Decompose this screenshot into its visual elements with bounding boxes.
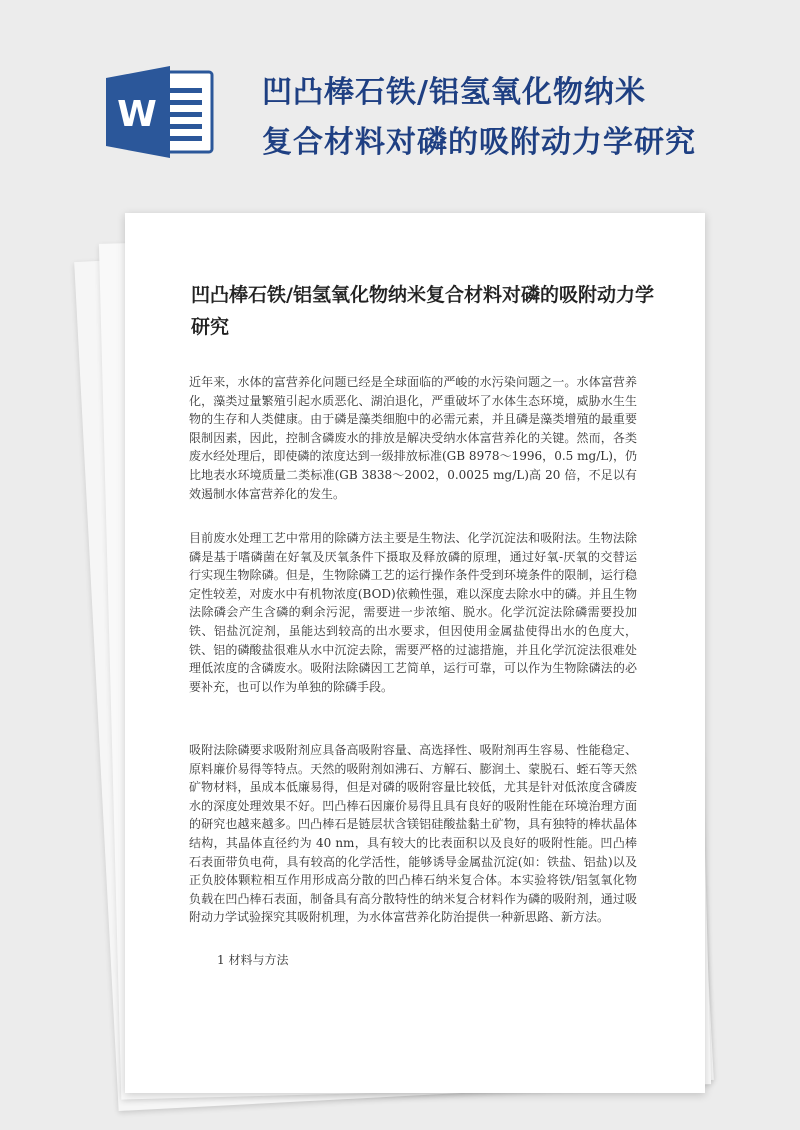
document-page	[125, 213, 705, 1093]
page-title-line-2: 复合材料对磷的吸附动力学研究	[262, 125, 696, 160]
word-document-icon	[106, 64, 218, 160]
paragraph-2: 目前废水处理工艺中常用的除磷方法主要是生物法、化学沉淀法和吸附法。生物法除磷是基于嗜磷菌在好氧及厌氧条件下摄取及释放磷的原理，通过好氧-厌氧的交替运行实现生物除磷。但是，生物除磷工艺的运行操作条件受到环境条件的限制，运行稳定性较差，对废水中有机物浓度(BOD)依赖性强，难以深度去除水中的磷。并且生物法除磷会产生含磷的剩余污泥，需要进一步浓缩、脱水。化学沉淀法除磷需要投加铁、铝盐沉淀剂，虽能达到较高的出水要求，但因使用金属盐使得出水的色度大，铁、铝的磷酸盐很难从水中沉淀去除，需要严格的过滤措施，并且化学沉淀法很难处理低浓度的含磷废水。吸附法除磷因工艺简单，运行可靠，可以作为生物除磷法的必要补充，也可以作为单独的除磷手段。	[189, 531, 637, 694]
document-title: 凹凸棒石铁/铝氢氧化物纳米复合材料对磷的吸附动力学研究	[191, 284, 654, 338]
word-letter: W	[117, 94, 157, 135]
paragraph-1: 近年来，水体的富营养化问题已经是全球面临的严峻的水污染问题之一。水体富营养化，藻类过量繁殖引起水质恶化、湖泊退化，严重破坏了水体生态环境，威胁水生生物的生存和人类健康。由于磷是藻类细胞中的必需元素，并且磷是藻类增殖的最重要限制因素，因此，控制含磷废水的排放是解决受纳水体富营养化的关键。然而，各类废水经处理后，即使磷的浓度达到一级排放标准(GB 8978～1996，0.5 mg/L)，仍比地表水环境质量二类标准(GB 3838～2002，0.0025 mg/L)高 20 倍，不足以有效遏制水体富营养化的发生。	[189, 375, 637, 501]
section-heading: 1 材料与方法	[217, 953, 289, 967]
page-title	[262, 68, 762, 168]
paragraph-3: 吸附法除磷要求吸附剂应具备高吸附容量、高选择性、吸附剂再生容易、性能稳定、原料廉价易得等特点。天然的吸附剂如沸石、方解石、膨润土、蒙脱石、蛭石等天然矿物材料，虽成本低廉易得，但是对磷的吸附容量比较低，尤其是针对低浓度含磷废水的深度处理效果不好。凹凸棒石因廉价易得且具有良好的吸附性能在环境治理方面的研究也越来越多。凹凸棒石是链层状含镁铝硅酸盐黏土矿物，具有独特的棒状晶体结构，其晶体直径约为 40 nm，具有较大的比表面积以及良好的吸附性能。凹凸棒石表面带负电荷，具有较高的化学活性，能够诱导金属盐沉淀(如：铁盐、铝盐)以及正负胶体颗粒相互作用形成高分散的凹凸棒石纳米复合体。本实验将铁/铝氢氧化物负载在凹凸棒石表面，制备具有高分散特性的纳米复合材料作为磷的吸附剂，通过吸附动力学试验探究其吸附机理，为水体富营养化防治提供一种新思路、新方法。	[189, 743, 637, 925]
page-title-line-1: 凹凸棒石铁/铝氢氧化物纳米	[262, 75, 646, 110]
header-banner	[0, 0, 800, 200]
